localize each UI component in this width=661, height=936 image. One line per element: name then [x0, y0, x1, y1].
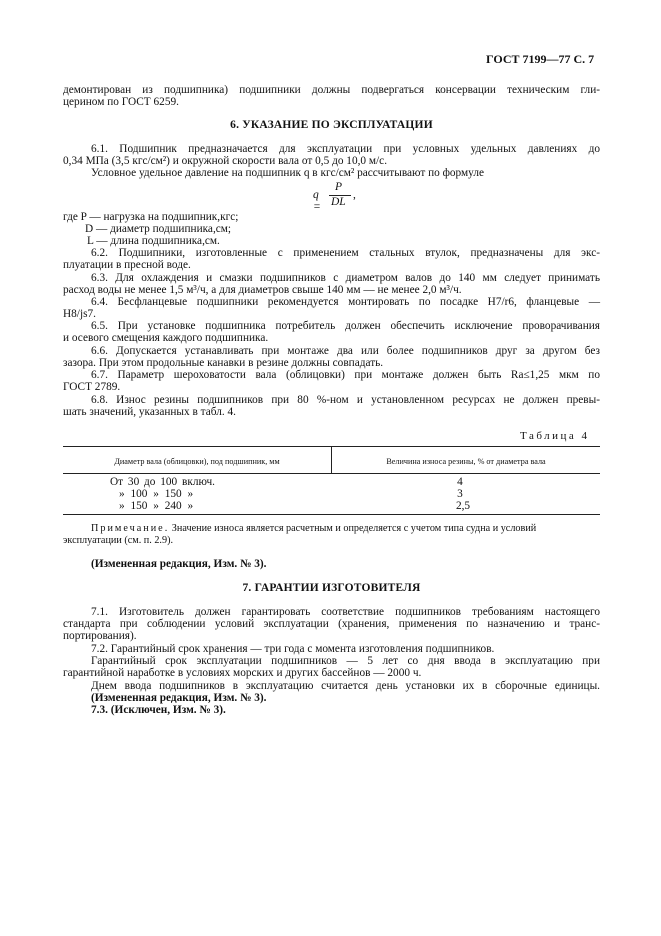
paragraph-6-4: H8/js7. — [63, 308, 96, 320]
paragraph-7-2: Гарантийный срок эксплуатации подшипников — 5 лет со дня ввода в эксплуатацию при — [91, 655, 600, 667]
table-bottom-rule — [63, 514, 600, 515]
paragraph-6-4: 6.4. Бесфланцевые подшипники рекомендуется монтировать по посадке H7/r6, фланцевые — — [91, 296, 600, 308]
paragraph-7-2: гарантийной наработке в условиях морских и других бассейнов — 2000 ч. — [63, 667, 422, 679]
intro-line: церином по ГОСТ 6259. — [63, 96, 179, 108]
paragraph-6-8: шать значений, указанных в табл. 4. — [63, 406, 236, 418]
paragraph-7-2: Днем ввода подшипников в эксплуатацию считается день установки их в сборочные единицы. — [91, 680, 600, 692]
section-6-title: 6. УКАЗАНИЕ ПО ЭКСПЛУАТАЦИИ — [230, 119, 433, 131]
table-col1-header: Диаметр вала (облицовки), под подшипник, мм — [114, 457, 280, 466]
table-row-diameter: » 150 » 240 » — [119, 500, 194, 512]
paragraph-7-2: 7.2. Гарантийный срок хранения — три года с момента изготовления подшипников. — [91, 643, 495, 655]
paragraph-7-1: стандарта при соблюдении условий эксплуатации (хранения, применения по назначению и транс- — [63, 618, 600, 630]
table-row-diameter: От 30 до 100 включ. — [110, 476, 216, 488]
formula-denominator: DL — [331, 196, 346, 208]
paragraph-6-2: плуатации в пресной воде. — [63, 259, 191, 271]
paragraph-6-5: и осевого смещения каждого подшипника. — [63, 332, 269, 344]
table-header-rule — [63, 473, 600, 474]
paragraph-6-7: 6.7. Параметр шероховатости вала (облицовки) при монтаже должен быть Ra≤1,25 мкм по — [91, 369, 600, 381]
formula-lhs: q = — [313, 189, 321, 213]
table-row-diameter: » 100 » 150 » — [119, 488, 194, 500]
table-row-wear: 3 — [457, 488, 463, 500]
paragraph-7-1: портирования). — [63, 630, 137, 642]
paragraph-6-7: ГОСТ 2789. — [63, 381, 121, 393]
amendment-note: (Измененная редакция, Изм. № 3). — [91, 558, 267, 570]
table-col2-header: Величина износа резины, % от диаметра вала — [386, 457, 546, 466]
intro-line: демонтирован из подшипника) подшипники должны подвергаться консервации техническим гли- — [63, 84, 600, 96]
paragraph-6-6: 6.6. Допускается устанавливать при монтаже два или более подшипников друг за другом без — [91, 345, 600, 357]
paragraph-6-1: Условное удельное давление на подшипник q в кгс/см² рассчитывают по формуле — [91, 167, 484, 179]
table-note-text: Значение износа является расчетным и определяется с учетом типа судна и условий — [171, 523, 537, 534]
paragraph-6-5: 6.5. При установке подшипника потребитель должен обеспечить исключение проворачивания — [91, 320, 600, 332]
table-note — [91, 523, 536, 535]
paragraph-7-1: 7.1. Изготовитель должен гарантировать соответствие подшипников требованиям настоящего — [91, 606, 600, 618]
formula-comma: , — [353, 189, 356, 201]
where-line: D — диаметр подшипника,см; — [85, 223, 232, 235]
table-note-label: Примечание. — [91, 523, 170, 534]
page-header: ГОСТ 7199—77 С. 7 — [486, 52, 595, 66]
table-row-wear: 2,5 — [455, 500, 471, 512]
table-caption: Таблица 4 — [520, 430, 590, 442]
formula-numerator: P — [335, 181, 343, 193]
where-line: где P — нагрузка на подшипник,кгс; — [63, 211, 239, 223]
table-row-wear: 4 — [457, 476, 463, 488]
paragraph-6-8: 6.8. Износ резины подшипников при 80 %-ном и установленном ресурсах не должен превы- — [91, 394, 600, 406]
paragraph-6-6: зазора. При этом продольные канавки в резине должны совпадать. — [63, 357, 384, 369]
paragraph-6-2: 6.2. Подшипники, изготовленные с применением стальных втулок, предназначены для экс- — [91, 247, 600, 259]
paragraph-6-1: 6.1. Подшипник предназначается для эксплуатации при условных удельных давлениях до — [91, 143, 600, 155]
paragraph-6-1: 0,34 МПа (3,5 кгс/см²) и окружной скорости вала от 0,5 до 10,0 м/с. — [63, 155, 388, 167]
paragraph-7-3 — [91, 704, 226, 716]
table-note-line: эксплуатации (см. п. 2.9). — [63, 535, 174, 546]
paragraph-6-3: 6.3. Для охлаждения и смазки подшипников с диаметром валов до 140 мм следует принимать — [91, 272, 600, 284]
paragraph-6-3: расход воды не менее 1,5 м³/ч, а для диаметров свыше 140 мм — не менее 2,0 м³/ч. — [63, 284, 462, 296]
paragraph-7-3-text: 7.3. (Исключен, Изм. № 3). — [91, 704, 226, 716]
where-line: L — длина подшипника,см. — [87, 235, 220, 247]
amendment-note: (Измененная редакция, Изм. № 3). — [91, 692, 267, 704]
section-7-title: 7. ГАРАНТИИ ИЗГОТОВИТЕЛЯ — [242, 582, 421, 594]
